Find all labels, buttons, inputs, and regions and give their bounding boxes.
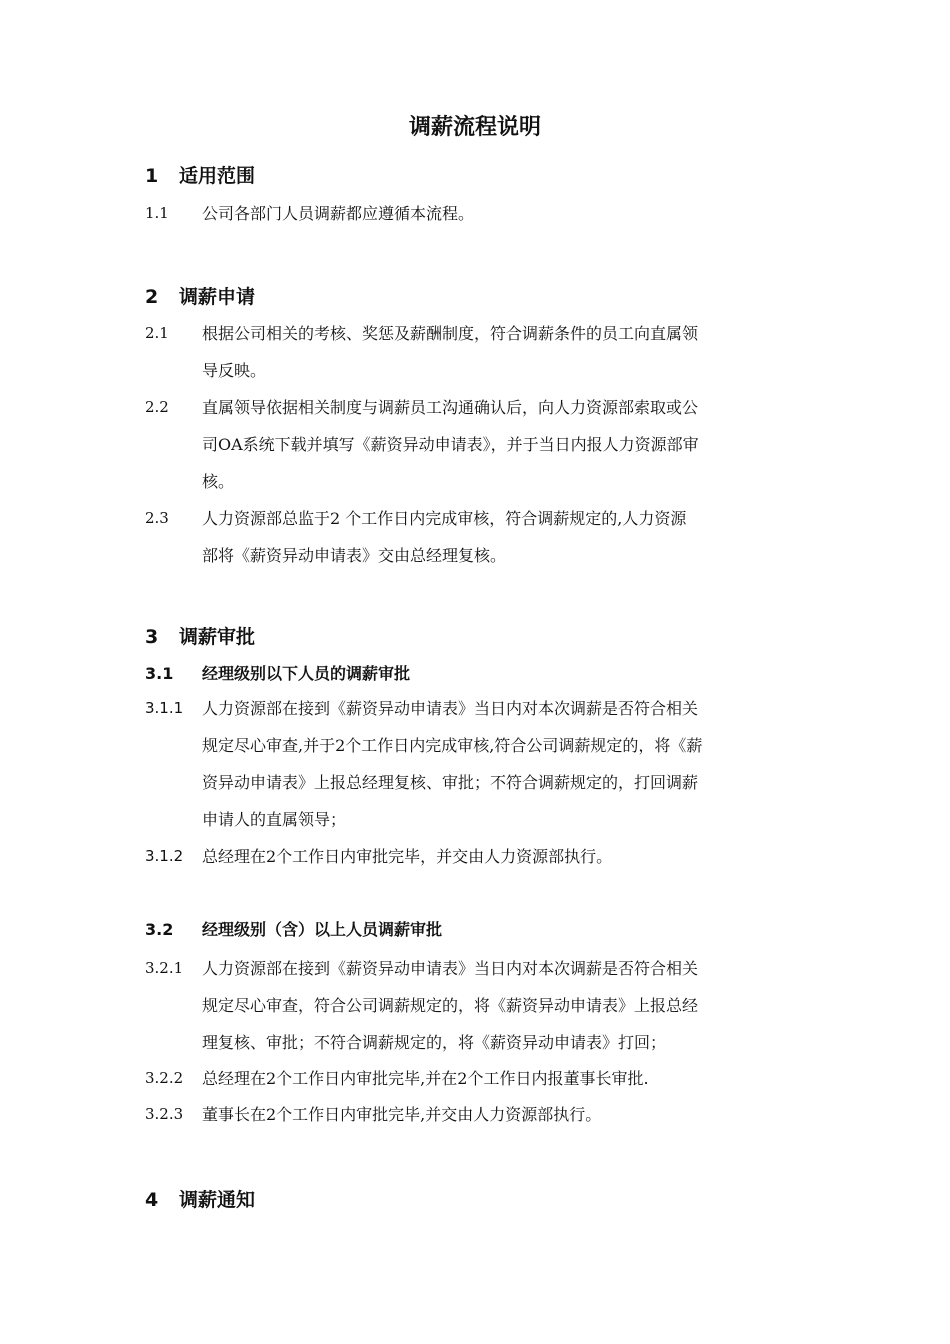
section-heading-2 <box>145 279 255 315</box>
text-line: 根据公司相关的考核、奖惩及薪酬制度，符合调薪条件的员工向直属领 <box>202 324 699 343</box>
text-line: 核。 <box>202 472 235 491</box>
text-line: 人力资源部总监于2 个工作日内完成审核，符合调薪规定的,人力资源 <box>202 509 687 528</box>
item-text <box>202 315 815 389</box>
item-number: 2.2 <box>145 398 169 416</box>
text-line: 规定尽心审查，符合公司调薪规定的，将《薪资异动申请表》上报总经 <box>202 996 699 1015</box>
text-line: 导反映。 <box>202 361 267 380</box>
text-line: 总经理在2个工作日内审批完毕，并交由人力资源部执行。 <box>202 847 613 866</box>
list-item-2-2 <box>145 389 815 500</box>
section-number: 3 <box>145 626 159 648</box>
text-line: 申请人的直属领导； <box>202 810 347 829</box>
item-number: 3.2.3 <box>145 1105 184 1123</box>
section-title: 调薪审批 <box>179 626 256 648</box>
item-number: 3.2.1 <box>145 959 184 977</box>
section-heading-3 <box>145 619 255 655</box>
list-item-3-1-1 <box>145 690 815 838</box>
section-number: 1 <box>145 165 159 187</box>
section-heading-1 <box>145 158 255 194</box>
item-number: 1.1 <box>145 204 169 222</box>
text-line: 部将《薪资异动申请表》交由总经理复核。 <box>202 546 507 565</box>
section-title: 调薪申请 <box>179 286 256 308</box>
list-item-3-2-2 <box>145 1060 815 1097</box>
list-item-3-2-3 <box>145 1096 815 1133</box>
item-text <box>202 838 815 875</box>
text-line: 人力资源部在接到《薪资异动申请表》当日内对本次调薪是否符合相关 <box>202 959 699 978</box>
text-line: 规定尽心审查,并于2个工作日内完成审核,符合公司调薪规定的，将《薪 <box>202 736 703 755</box>
subsection-title: 经理级别以下人员的调薪审批 <box>202 664 411 683</box>
list-item-3-1-2 <box>145 838 815 875</box>
item-number: 3.1.2 <box>145 847 184 865</box>
item-number: 3.1.1 <box>145 699 184 717</box>
text-line: 公司各部门人员调薪都应遵循本流程。 <box>202 204 475 223</box>
item-text <box>202 1060 815 1097</box>
text-line: 司OA系统下载并填写《薪资异动申请表》，并于当日内报人力资源部审 <box>202 435 699 454</box>
text-line: 资异动申请表》上报总经理复核、审批；不符合调薪规定的，打回调薪 <box>202 773 699 792</box>
item-text <box>202 1096 815 1133</box>
section-heading-4 <box>145 1182 255 1218</box>
subsection-heading-3-1 <box>145 657 410 691</box>
subsection-number: 3.2 <box>145 920 174 939</box>
list-item-3-2-1 <box>145 950 815 1061</box>
page-title: 调薪流程说明 <box>408 115 541 140</box>
item-text <box>202 500 815 574</box>
item-number: 3.2.2 <box>145 1069 184 1087</box>
item-text <box>202 389 815 500</box>
text-line: 董事长在2个工作日内审批完毕,并交由人力资源部执行。 <box>202 1105 602 1124</box>
item-text <box>202 195 815 232</box>
item-text <box>202 690 815 838</box>
subsection-title: 经理级别（含）以上人员调薪审批 <box>202 920 443 939</box>
section-number: 2 <box>145 286 159 308</box>
item-number: 2.3 <box>145 509 169 527</box>
subsection-number: 3.1 <box>145 664 174 683</box>
text-line: 理复核、审批；不符合调薪规定的，将《薪资异动申请表》打回； <box>202 1033 667 1052</box>
section-title: 调薪通知 <box>179 1189 256 1211</box>
subsection-heading-3-2 <box>145 913 442 947</box>
list-item-2-3 <box>145 500 815 574</box>
list-item-2-1 <box>145 315 815 389</box>
text-line: 总经理在2个工作日内审批完毕,并在2个工作日内报董事长审批. <box>202 1069 649 1088</box>
section-number: 4 <box>145 1189 159 1211</box>
item-text <box>202 950 815 1061</box>
text-line: 人力资源部在接到《薪资异动申请表》当日内对本次调薪是否符合相关 <box>202 699 699 718</box>
section-title: 适用范围 <box>179 165 256 187</box>
text-line: 直属领导依据相关制度与调薪员工沟通确认后，向人力资源部索取或公 <box>202 398 699 417</box>
list-item-1-1 <box>145 195 815 232</box>
item-number: 2.1 <box>145 324 169 342</box>
